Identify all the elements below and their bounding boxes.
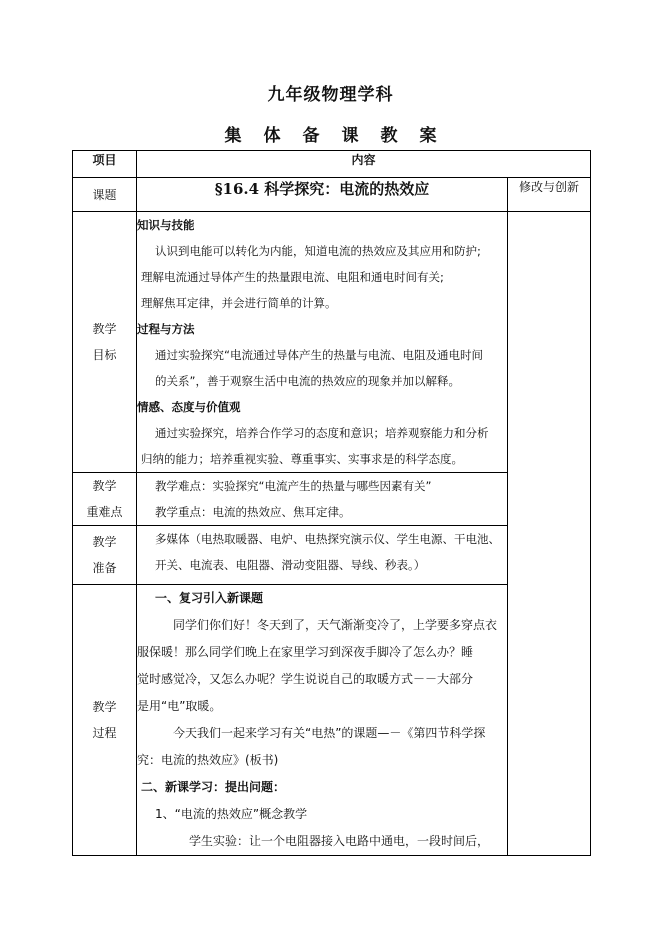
key-points-label: 教学 重难点: [73, 473, 137, 526]
difficulty-text: 教学难点：实验探究“电流产生的热量与哪些因素有关”: [155, 479, 432, 493]
objectives-label: 教学 目标: [73, 212, 137, 473]
topic-row: [73, 178, 591, 212]
review-paragraph-line: 觉时感觉冷，又怎么办呢？学生说说自己的取暖方式－－大部分: [137, 672, 474, 686]
knowledge-line: 认识到电能可以转化为内能，知道电流的热效应及其应用和防护;: [155, 244, 481, 258]
revise-column: [508, 212, 591, 856]
plan-subtitle: 集体备课教案: [224, 126, 459, 146]
intro-paragraph-line: 今天我们一起来学习有关“电热”的课题—－《第四节科学探: [173, 726, 486, 740]
section-review-heading: 一、复习引入新课题: [155, 591, 264, 605]
preparation-content: [137, 526, 508, 585]
section-new-lesson-heading: 二、新课学习：提出问题：: [141, 780, 286, 794]
process-heading: 过程与方法: [137, 322, 195, 336]
process-label: 教学 过程: [73, 585, 137, 856]
header-item: 项目: [73, 151, 137, 178]
review-paragraph-line: 是用“电”取暖。: [137, 699, 222, 713]
focus-text: 教学重点：电流的热效应、焦耳定律。: [155, 505, 351, 519]
objectives-row: [73, 212, 591, 473]
intro-paragraph-line: 究：电流的热效应》(板书): [137, 753, 279, 767]
preparation-line: 多媒体（电热取暖器、电炉、电热探究演示仪、学生电源、干电池、: [155, 532, 500, 546]
objectives-content: [137, 212, 508, 473]
concept-item: 1、“电流的热效应”概念教学: [155, 807, 308, 821]
process-content: [137, 585, 508, 856]
process-line: 的关系”，善于观察生活中电流的热效应的现象并加以解释。: [155, 374, 460, 388]
preparation-label: 教学 准备: [73, 526, 137, 585]
topic-title: §16.4 科学探究：电流的热效应: [137, 178, 508, 212]
lesson-plan-table: [72, 150, 591, 856]
attitude-heading: 情感、态度与价值观: [137, 400, 241, 414]
knowledge-line: 理解焦耳定律，并会进行简单的计算。: [141, 296, 337, 310]
table-header-row: [73, 151, 591, 178]
process-line: 通过实验探究“电流通过导体产生的热量与电流、电阻及通电时间: [155, 348, 483, 362]
knowledge-line: 理解电流通过导体产生的热量跟电流、电阻和通电时间有关;: [141, 270, 444, 284]
review-paragraph-line: 服保暖！那么同学们晚上在家里学习到深夜手脚冷了怎么办？睡: [137, 645, 474, 659]
knowledge-heading: 知识与技能: [137, 218, 195, 232]
attitude-line: 通过实验探究，培养合作学习的态度和意识；培养观察能力和分析: [155, 426, 489, 440]
topic-label: 课题: [73, 178, 137, 212]
preparation-line: 开关、电流表、电阻器、滑动变阻器、导线、秒表。）: [155, 558, 426, 572]
review-paragraph-line: 同学们你们好！冬天到了，天气渐渐变冷了，上学要多穿点衣: [173, 618, 498, 632]
key-points-content: [137, 473, 508, 526]
subject-title: 九年级物理学科: [267, 85, 394, 105]
header-content: 内容: [137, 151, 591, 178]
revise-label: 修改与创新: [508, 178, 591, 212]
attitude-line: 归纳的能力；培养重视实验、尊重事实、实事求是的科学态度。: [141, 452, 463, 466]
experiment-line: 学生实验：让一个电阻器接入电路中通电，一段时间后，: [189, 834, 490, 848]
